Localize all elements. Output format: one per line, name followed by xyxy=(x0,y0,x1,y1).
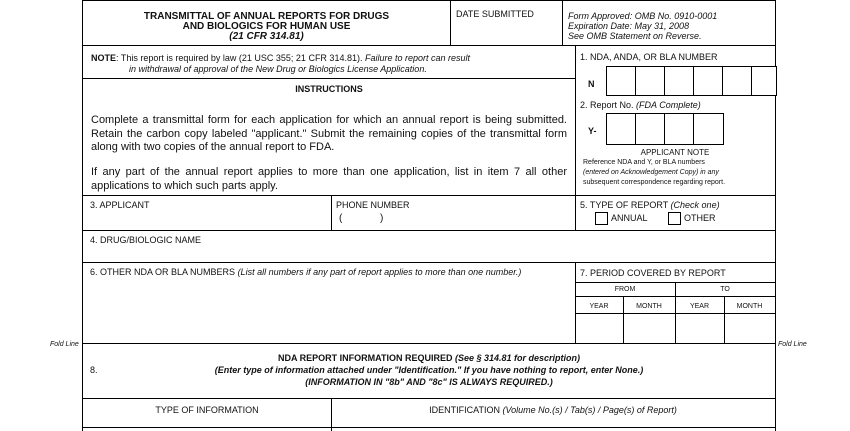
item2-digit-3[interactable] xyxy=(664,113,695,145)
phone-paren-close: ) xyxy=(380,213,384,224)
item2-prefix: Y- xyxy=(588,126,597,136)
to-year-label: YEAR xyxy=(689,303,710,310)
item5-label: 5. TYPE OF REPORT (Check one) xyxy=(580,200,720,210)
fold-line-left: Fold Line xyxy=(50,341,79,348)
item2-digit-1[interactable] xyxy=(606,113,637,145)
item3-applicant-label: 3. APPLICANT xyxy=(90,200,150,210)
form-title-line3: (21 CFR 314.81) xyxy=(229,31,304,42)
note-line1: NOTE: This report is required by law (21 USC 355; 21 CFR 314.81). Failure to report can result xyxy=(91,53,471,63)
omb-expiration: Expiration Date: May 31, 2008 xyxy=(568,21,690,31)
applicant-note-line3: subsequent correspondence regarding report. xyxy=(583,179,726,186)
item1-digit-3[interactable] xyxy=(664,66,695,96)
other-checkbox[interactable] xyxy=(668,212,681,225)
other-label: OTHER xyxy=(684,213,716,223)
other-numbers-field[interactable] xyxy=(91,280,569,340)
to-month-label: MONTH xyxy=(736,303,763,310)
item7-label: 7. PERIOD COVERED BY REPORT xyxy=(580,268,726,278)
transmittal-form xyxy=(82,0,776,431)
fold-line-right: Fold Line xyxy=(778,341,807,348)
to-month-field[interactable] xyxy=(725,314,774,342)
item8-heading: NDA REPORT INFORMATION REQUIRED (See § 314.81 for description) xyxy=(277,353,581,363)
applicant-note-heading: APPLICANT NOTE xyxy=(640,148,710,157)
from-year-label: YEAR xyxy=(589,303,609,310)
annual-label: ANNUAL xyxy=(611,213,648,223)
from-month-label: MONTH xyxy=(636,303,662,310)
item1-prefix: N xyxy=(588,79,595,89)
item1-digit-2[interactable] xyxy=(635,66,666,96)
phone-paren-open: ( xyxy=(339,213,343,224)
period-from-label: FROM xyxy=(614,286,636,293)
date-submitted-label: DATE SUBMITTED xyxy=(456,9,534,19)
applicant-field[interactable] xyxy=(91,211,325,227)
omb-number: Form Approved: OMB No. 0910-0001 xyxy=(568,11,718,21)
item2-label: 2. Report No. (FDA Complete) xyxy=(580,100,701,110)
item2-digit-4[interactable] xyxy=(693,113,724,145)
item6-label: 6. OTHER NDA OR BLA NUMBERS (List all numbers if any part of report applies to more than one number.) xyxy=(90,267,522,277)
phone-label: PHONE NUMBER xyxy=(336,200,410,210)
item1-label: 1. NDA, ANDA, OR BLA NUMBER xyxy=(580,52,718,62)
item8-instruction: (Enter type of information attached under "Identification." If you have nothing to report, enter None.) xyxy=(214,365,644,375)
note-line2: in withdrawal of approval of the New Drug or Biologics License Application. xyxy=(129,64,427,74)
item4-drug-name-label: 4. DRUG/BIOLOGIC NAME xyxy=(90,235,202,245)
item1-digit-6[interactable] xyxy=(751,66,777,96)
item2-digit-2[interactable] xyxy=(635,113,666,145)
omb-statement: See OMB Statement on Reverse. xyxy=(568,31,702,41)
applicant-note-line2: (entered on Acknowledgement Copy) in any xyxy=(583,169,719,176)
type-of-information-header: TYPE OF INFORMATION xyxy=(155,405,259,415)
phone-field[interactable] xyxy=(345,212,569,228)
form-title-line2: AND BIOLOGICS FOR HUMAN USE xyxy=(182,21,351,32)
instructions-para1: Complete a transmittal form for each application for which an annual report is being submitted. Retain the carbon copy labeled "applicant." Submit the remaining copies of the transmittal form along with two copies of the annual report to FDA. xyxy=(91,114,567,153)
form-title-line1: TRANSMITTAL OF ANNUAL REPORTS FOR DRUGS xyxy=(143,11,390,22)
drug-name-field[interactable] xyxy=(91,246,767,260)
item1-digit-1[interactable] xyxy=(606,66,637,96)
to-year-field[interactable] xyxy=(676,314,723,342)
applicant-note-line1: Reference NDA and Y, or BLA numbers xyxy=(583,159,705,166)
identification-header: IDENTIFICATION (Volume No.(s) / Tab(s) / Page(s) of Report) xyxy=(429,405,677,415)
annual-checkbox[interactable] xyxy=(595,212,608,225)
item1-digit-4[interactable] xyxy=(693,66,724,96)
item1-digit-5[interactable] xyxy=(722,66,753,96)
from-year-field[interactable] xyxy=(576,314,622,342)
period-to-label: TO xyxy=(720,286,730,293)
from-month-field[interactable] xyxy=(624,314,674,342)
instructions-heading: INSTRUCTIONS xyxy=(295,84,363,94)
instructions-para2: If any part of the annual report applies to more than one application, list in item 7 all other applications to which such parts apply. xyxy=(91,166,567,192)
item8-number: 8. xyxy=(90,365,98,375)
item8-required-note: (INFORMATION IN "8b" AND "8c" IS ALWAYS REQUIRED.) xyxy=(305,377,553,387)
